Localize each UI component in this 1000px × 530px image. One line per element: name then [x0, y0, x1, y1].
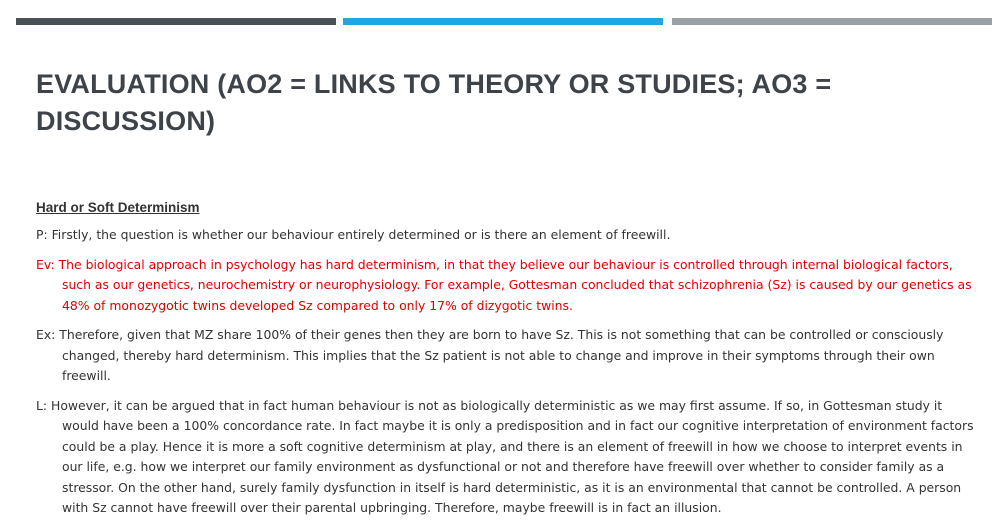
explain-paragraph: Ex: Therefore, given that MZ share 100% of their genes then they are born to have Sz. This is not something that can be controlled or consciously changed, thereby hard determinism. This implies that the Sz patient is not able to change and improve in their symptoms through their own freewill. — [36, 327, 944, 383]
slide-title: EVALUATION (AO2 = LINKS TO THEORY OR STUDIES; AO3 = DISCUSSION) — [36, 69, 832, 136]
slide-body — [36, 200, 976, 528]
header-bar-light — [672, 18, 992, 25]
header-bar-accent — [343, 18, 663, 25]
point-paragraph: P: Firstly, the question is whether our behaviour entirely determined or is there an element of freewill. — [36, 227, 671, 242]
link-paragraph: L: However, it can be argued that in fact human behaviour is not as biologically deterministic as we may first assume. If so, in Gottesman study it would have been a 100% concordance rate. In fact maybe it is only a predisposition and in fact our cognitive interpretation of environment factors could be a play. Hence it is more a soft cognitive determinism at play, and there is an element of freewill in how we choose to interpret events in our life, e.g. how we interpret our family environment as dysfunctional or not and therefore have freewill over whether to consider family as a stressor. On the other hand, surely family dysfunction in itself is hard deterministic, as it is an environmental that cannot be controlled. A person with Sz cannot have freewill over their parental upbringing. Therefore, maybe freewill is in fact an illusion. — [36, 397, 974, 515]
section-heading: Hard or Soft Determinism — [36, 200, 200, 215]
header-bar-dark — [16, 18, 336, 25]
evidence-paragraph: Ev: The biological approach in psychology has hard determinism, in that they believe our behaviour is controlled through internal biological factors, such as our genetics, neurochemistry or neurophysiology. For example, Gottesman concluded that schizophrenia (Sz) is caused by our genetics as 48% of monozygotic twins developed Sz compared to only 17% of dizygotic twins. — [36, 256, 972, 313]
